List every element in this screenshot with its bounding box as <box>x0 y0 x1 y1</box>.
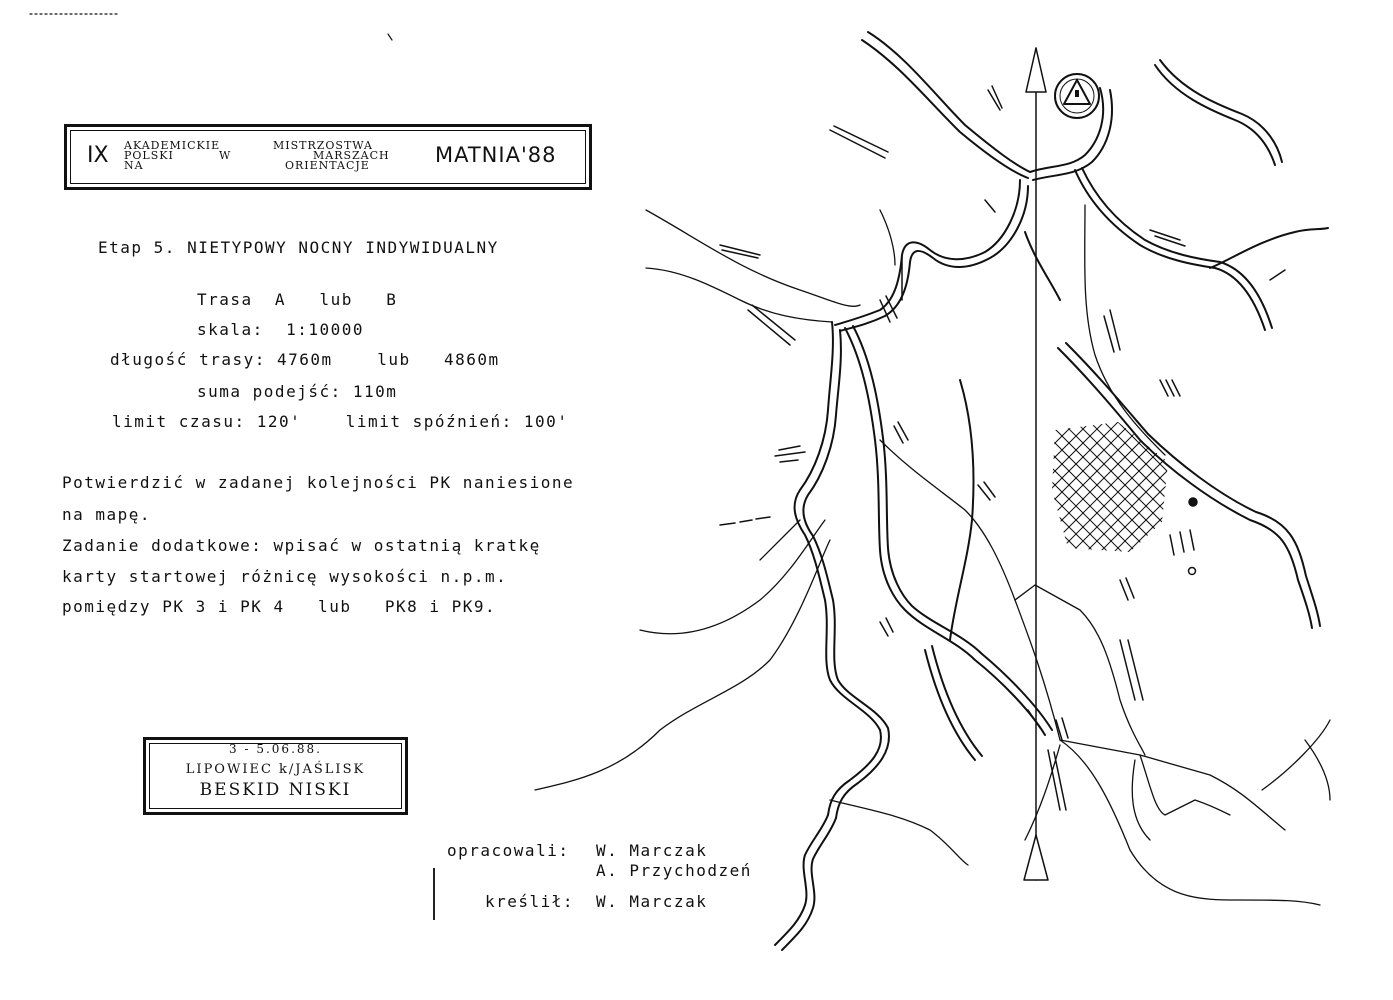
instruction-line: karty startowej różnicę wysokości n.p.m. <box>62 567 508 586</box>
header-word: AKADEMICKIE <box>124 139 221 152</box>
route-length: długość trasy: 4760m lub 4860m <box>110 350 500 369</box>
triangle-in-circle-icon <box>1055 74 1099 118</box>
event-place: LIPOWIEC k/JAŚLISK <box>185 762 366 777</box>
hatch-line <box>868 410 1018 560</box>
event-name: MATNIA'88 <box>435 143 557 167</box>
event-region: BESKID NISKI <box>199 780 352 800</box>
instruction-line: Zadanie dodatkowe: wpisać w ostatnią kratkę <box>62 536 541 555</box>
route-choice: Trasa A lub B <box>197 290 398 309</box>
instruction-line: Potwierdzić w zadanej kolejności PK naniesione <box>62 473 575 492</box>
event-dates: 3 - 5.06.88. <box>229 742 322 756</box>
hatch-line <box>1232 410 1382 560</box>
hatch-line <box>840 410 990 560</box>
hatch-line <box>1190 410 1340 560</box>
hatch-line <box>840 410 990 560</box>
hatched-area <box>840 410 1382 560</box>
header-word: NA <box>124 159 144 172</box>
north-arrow-icon <box>1024 48 1048 880</box>
hatch-line <box>1176 410 1326 560</box>
instruction-line: pomiędzy PK 3 i PK 4 lub PK8 i PK9. <box>62 597 497 616</box>
stray-marks <box>30 14 392 40</box>
instruction-line: na mapę. <box>62 505 152 524</box>
header-word: ORIENTACJE <box>285 159 370 172</box>
stage-title: Etap 5. NIETYPOWY NOCNY INDYWIDUALNY <box>98 238 499 257</box>
hatch-line <box>1176 410 1326 560</box>
header-word: MARSZACH <box>313 149 390 162</box>
total-climb: suma podejść: 110m <box>197 382 398 401</box>
drawer-name: W. Marczak <box>596 892 708 911</box>
header-word: W <box>219 149 232 162</box>
stream-lines <box>775 32 1328 950</box>
hatch-line <box>1162 410 1312 560</box>
hatch-line <box>1232 410 1382 560</box>
hatch-line <box>868 410 1018 560</box>
hatch-line <box>1022 410 1172 560</box>
hatch-line <box>1162 410 1312 560</box>
hatch-line <box>854 410 1004 560</box>
map-scale: skala: 1:10000 <box>197 320 364 339</box>
header-word: MISTRZOSTWA <box>273 139 373 152</box>
author-name: A. Przychodzeń <box>596 861 752 880</box>
drawn-by-label: kreślił: <box>485 892 575 911</box>
time-limits: limit czasu: 120' limit spóźnień: 100' <box>112 412 569 431</box>
hatch-line <box>1190 410 1340 560</box>
hatch-line <box>924 410 1074 560</box>
author-name: W. Marczak <box>596 841 708 860</box>
hatch-line <box>924 410 1074 560</box>
roman-numeral: IX <box>87 143 109 168</box>
path-lines <box>535 205 1330 905</box>
prepared-by-label: opracowali: <box>447 841 570 860</box>
hatch-line <box>854 410 1004 560</box>
header-word: POLSKI <box>124 149 174 162</box>
map-symbols <box>720 86 1285 810</box>
